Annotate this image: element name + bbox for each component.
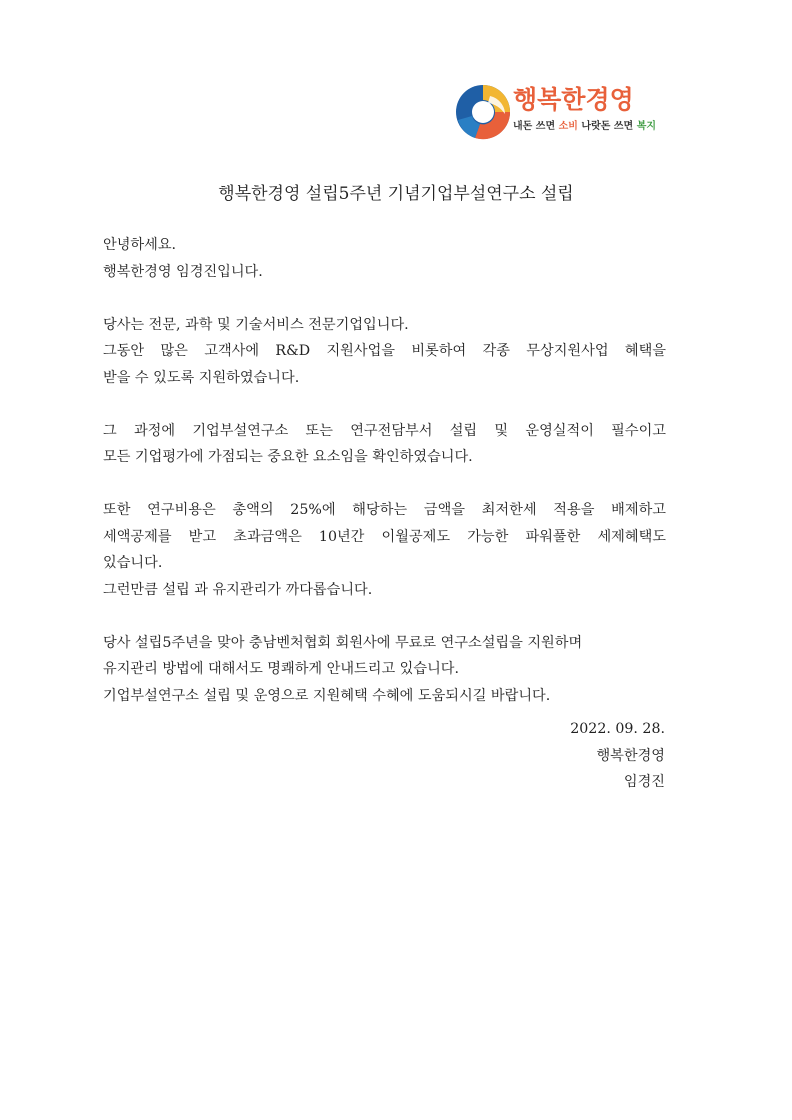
paragraph-line: 유지관리 방법에 대해서도 명쾌하게 안내드리고 있습니다. [103, 661, 459, 677]
slogan-part1: 내돈 쓰면 [513, 121, 559, 132]
greeting-line: 안녕하세요. [103, 237, 177, 253]
paragraph-line: 또한 연구비용은 총액의 25%에 해당하는 금액을 최저한세 적용을 배제하고 [103, 502, 666, 518]
signature-name: 임경진 [623, 774, 665, 790]
logo-slogan [513, 120, 656, 134]
paragraph-line: 그 과정에 기업부설연구소 또는 연구전담부서 설립 및 운영실적이 필수이고 [103, 422, 666, 439]
logo-title: 행복한경영 [513, 85, 634, 114]
paragraph-1 [103, 312, 666, 392]
paragraph-line: 세액공제를 받고 초과금액은 10년간 이월공제도 가능한 파워풀한 세제혜택도 [103, 528, 666, 545]
greeting-paragraph [103, 232, 666, 285]
paragraph-3 [103, 497, 666, 603]
logo-circle-icon [455, 84, 511, 140]
paragraph-4 [103, 630, 666, 710]
company-logo [455, 84, 675, 144]
document-title: 행복한경영 설립5주년 기념기업부설연구소 설립 [218, 184, 574, 204]
paragraph-line: 당사는 전문, 과학 및 기술서비스 전문기업입니다. [103, 316, 409, 333]
signature-date: 2022. 09. 28. [570, 721, 665, 737]
paragraph-line: 그동안 많은 고객사에 R&D 지원사업을 비롯하여 각종 무상지원사업 혜택을 [103, 343, 666, 359]
signature-block [570, 716, 665, 796]
paragraph-line: 그런만큼 설립 과 유지관리가 까다롭습니다. [103, 581, 373, 598]
letter-body [103, 232, 666, 736]
paragraph-line: 있습니다. [103, 555, 163, 571]
paragraph-line: 기업부설연구소 설립 및 운영으로 지원혜택 수혜에 도움되시길 바랍니다. [103, 687, 551, 704]
paragraph-line: 모든 기업평가에 가점되는 중요한 요소임을 확인하였습니다. [103, 449, 473, 465]
paragraph-2 [103, 418, 666, 471]
paragraph-line: 당사 설립5주년을 맞아 충남벤처협회 회원사에 무료로 연구소설립을 지원하며 [103, 634, 583, 651]
signature-company: 행복한경영 [596, 747, 665, 764]
slogan-part2: 소비 [558, 121, 578, 132]
paragraph-line: 받을 수 있도록 지원하였습니다. [103, 369, 300, 386]
greeting-line: 행복한경영 임경진입니다. [103, 263, 263, 280]
slogan-part4: 복지 [636, 121, 657, 132]
slogan-part3: 나랏돈 쓰면 [577, 121, 637, 132]
